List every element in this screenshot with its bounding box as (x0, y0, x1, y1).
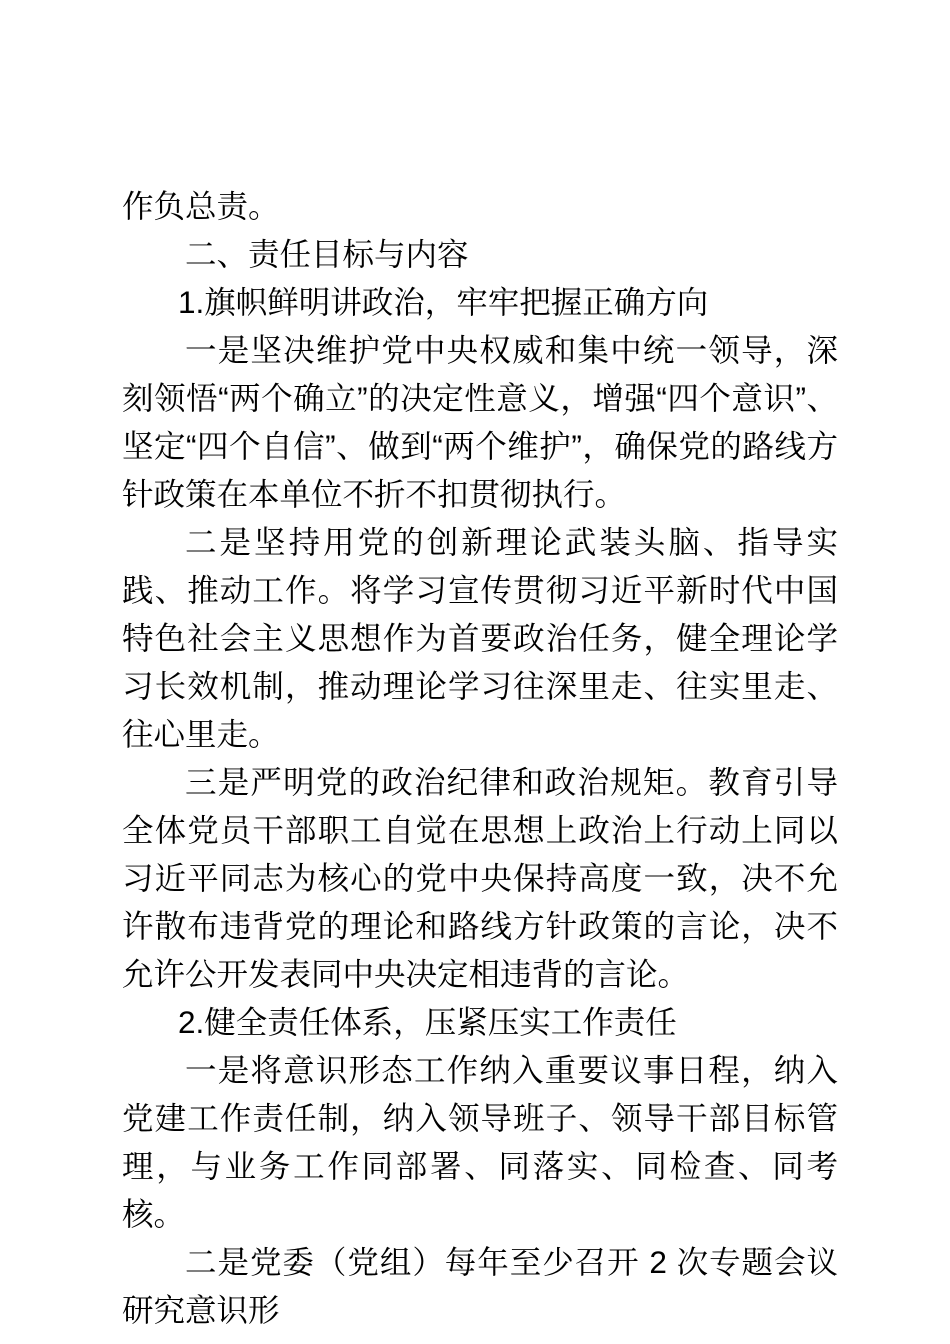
paragraph-continuation-line: 作负总责。 (122, 188, 280, 224)
body-paragraph-1-2: 二是坚持用党的创新理论武装头脑、指导实践、推动工作。将学习宣传贯彻习近平新时代中国特色社会主义思想作为首要政治任务，健全理论学习长效机制，推动理论学习往深里走、往实里走、往心里走。 (122, 524, 838, 752)
body-paragraph-2-2-truncated: 二是党委（党组）每年至少召开 2 次专题会议研究意识形 (122, 1244, 838, 1328)
body-paragraph-2-1: 一是将意识形态工作纳入重要议事日程，纳入党建工作责任制，纳入领导班子、领导干部目标管理，与业务工作同部署、同落实、同检查、同考核。 (122, 1052, 838, 1232)
subheading-2-responsibility-system: 2.健全责任体系，压紧压实工作责任 (178, 1004, 677, 1040)
section-heading-responsibility-goals: 二、责任目标与内容 (185, 236, 469, 272)
document-text-column (122, 182, 838, 1334)
body-paragraph-1-3: 三是严明党的政治纪律和政治规矩。教育引导全体党员干部职工自觉在思想上政治上行动上同以习近平同志为核心的党中央保持高度一致，决不允许散布违背党的理论和路线方针政策的言论，决不允许公开发表同中央决定相违背的言论。 (122, 764, 838, 992)
body-paragraph-1-1: 一是坚决维护党中央权威和集中统一领导，深刻领悟“两个确立”的决定性意义，增强“四个意识”、坚定“四个自信”、做到“两个维护”，确保党的路线方针政策在本单位不折不扣贯彻执行。 (122, 332, 838, 512)
subheading-1-political-stance: 1.旗帜鲜明讲政治，牢牢把握正确方向 (178, 284, 709, 320)
